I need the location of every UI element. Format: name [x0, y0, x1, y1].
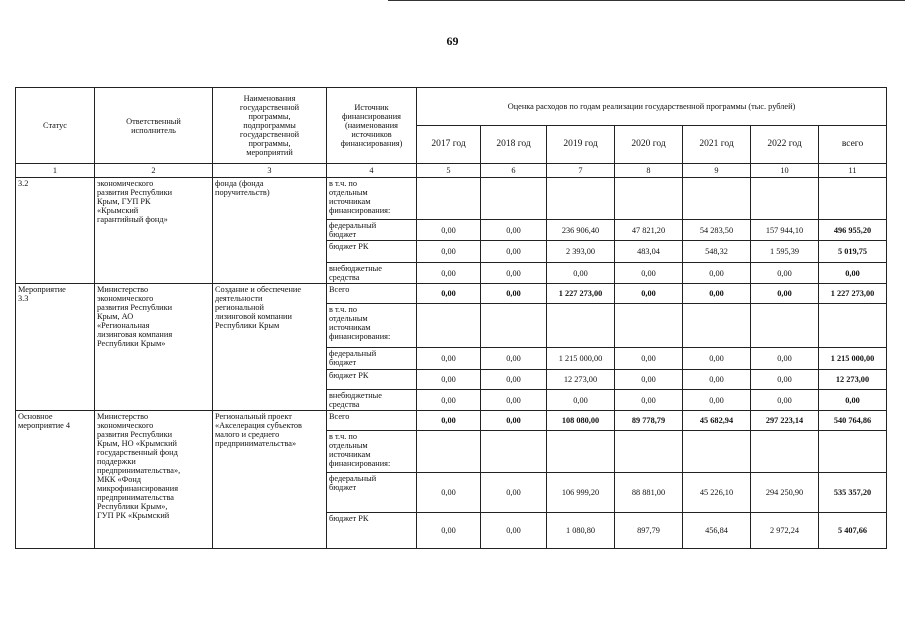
value-cell: 0,00	[417, 263, 481, 284]
value-cell: 0,00	[417, 411, 481, 431]
value-cell: 0,00	[683, 284, 751, 304]
executor-cell: Министерство экономического развития Республики Крым, АО «Региональная лизинговая компания Республики Крым»	[95, 284, 213, 411]
source-cell: внебюджетные средства	[327, 390, 417, 411]
value-cell	[615, 304, 683, 348]
column-number: 1	[16, 164, 95, 178]
value-cell: 0,00	[751, 348, 819, 370]
total-cell: 1 215 000,00	[819, 348, 887, 370]
header-year: 2018 год	[481, 126, 547, 164]
table-row	[16, 178, 887, 220]
value-cell: 0,00	[481, 370, 547, 390]
value-cell: 0,00	[615, 370, 683, 390]
table-row	[16, 411, 887, 431]
source-cell: федеральный бюджет	[327, 220, 417, 241]
value-cell: 0,00	[615, 284, 683, 304]
value-cell: 456,84	[683, 513, 751, 549]
value-cell: 2 972,24	[751, 513, 819, 549]
column-number: 2	[95, 164, 213, 178]
value-cell: 0,00	[547, 263, 615, 284]
value-cell: 0,00	[417, 513, 481, 549]
value-cell: 0,00	[481, 348, 547, 370]
program-name-cell: Создание и обеспечение деятельности региональной лизинговой компании Республики Крым	[213, 284, 327, 411]
header-executor: Ответственный исполнитель	[95, 88, 213, 164]
column-number: 4	[327, 164, 417, 178]
value-cell: 0,00	[417, 241, 481, 263]
column-number: 8	[615, 164, 683, 178]
value-cell: 47 821,20	[615, 220, 683, 241]
table-body	[16, 178, 887, 549]
total-cell: 535 357,20	[819, 473, 887, 513]
value-cell: 483,04	[615, 241, 683, 263]
value-cell	[481, 178, 547, 220]
value-cell	[481, 304, 547, 348]
program-name-cell: Региональный проект «Акселерация субъектов малого и среднего предпринимательства»	[213, 411, 327, 549]
value-cell	[481, 431, 547, 473]
header-year: 2019 год	[547, 126, 615, 164]
value-cell: 0,00	[417, 473, 481, 513]
value-cell: 297 223,14	[751, 411, 819, 431]
source-cell: Всего	[327, 284, 417, 304]
column-number: 9	[683, 164, 751, 178]
column-number: 6	[481, 164, 547, 178]
value-cell: 0,00	[481, 241, 547, 263]
column-number: 3	[213, 164, 327, 178]
value-cell: 0,00	[417, 348, 481, 370]
value-cell	[751, 304, 819, 348]
source-cell: внебюджетные средства	[327, 263, 417, 284]
value-cell: 0,00	[683, 370, 751, 390]
value-cell: 106 999,20	[547, 473, 615, 513]
value-cell	[751, 431, 819, 473]
header-status: Статус	[16, 88, 95, 164]
value-cell: 897,79	[615, 513, 683, 549]
source-cell: в т.ч. по отдельным источникам финансирования:	[327, 431, 417, 473]
value-cell	[683, 178, 751, 220]
value-cell: 2 393,00	[547, 241, 615, 263]
total-cell: 12 273,00	[819, 370, 887, 390]
table-header	[16, 88, 887, 178]
value-cell: 12 273,00	[547, 370, 615, 390]
value-cell: 0,00	[481, 284, 547, 304]
status-cell: 3.2	[16, 178, 95, 284]
value-cell: 88 881,00	[615, 473, 683, 513]
total-cell: 5 407,66	[819, 513, 887, 549]
total-cell: 0,00	[819, 263, 887, 284]
header-year: 2017 год	[417, 126, 481, 164]
value-cell: 0,00	[481, 513, 547, 549]
header-total: всего	[819, 126, 887, 164]
column-number: 5	[417, 164, 481, 178]
header-program-name: Наименования государственной программы, подпрограммы государственной программы, мероприятий	[213, 88, 327, 164]
value-cell	[547, 431, 615, 473]
header-year: 2021 год	[683, 126, 751, 164]
header-estimate: Оценка расходов по годам реализации государственной программы (тыс. рублей)	[417, 88, 887, 126]
status-cell: Мероприятие 3.3	[16, 284, 95, 411]
value-cell: 0,00	[481, 390, 547, 411]
value-cell	[683, 304, 751, 348]
value-cell: 0,00	[683, 263, 751, 284]
value-cell: 0,00	[417, 284, 481, 304]
value-cell: 0,00	[547, 390, 615, 411]
value-cell: 89 778,79	[615, 411, 683, 431]
total-cell: 5 019,75	[819, 241, 887, 263]
source-cell: Всего	[327, 411, 417, 431]
total-cell	[819, 304, 887, 348]
value-cell: 0,00	[417, 220, 481, 241]
source-cell: в т.ч. по отдельным источникам финансирования:	[327, 178, 417, 220]
value-cell: 236 906,40	[547, 220, 615, 241]
value-cell: 0,00	[481, 263, 547, 284]
value-cell	[683, 431, 751, 473]
value-cell: 0,00	[751, 370, 819, 390]
value-cell: 548,32	[683, 241, 751, 263]
column-number: 7	[547, 164, 615, 178]
page-number: 69	[446, 34, 459, 48]
total-cell: 496 955,20	[819, 220, 887, 241]
source-cell: бюджет РК	[327, 370, 417, 390]
column-number: 11	[819, 164, 887, 178]
value-cell	[547, 304, 615, 348]
value-cell: 0,00	[481, 411, 547, 431]
budget-table	[15, 87, 887, 549]
value-cell: 0,00	[751, 263, 819, 284]
value-cell: 108 080,00	[547, 411, 615, 431]
value-cell	[417, 304, 481, 348]
executor-cell: экономического развития Республики Крым, ГУП РК «Крымский гарантийный фонд»	[95, 178, 213, 284]
value-cell	[615, 431, 683, 473]
top-rule	[388, 0, 905, 1]
value-cell: 0,00	[751, 284, 819, 304]
value-cell: 45 226,10	[683, 473, 751, 513]
value-cell: 0,00	[615, 390, 683, 411]
value-cell: 45 682,94	[683, 411, 751, 431]
source-cell: бюджет РК	[327, 513, 417, 549]
value-cell: 1 595,39	[751, 241, 819, 263]
total-cell: 540 764,86	[819, 411, 887, 431]
value-cell	[547, 178, 615, 220]
source-cell: бюджет РК	[327, 241, 417, 263]
value-cell: 1 215 000,00	[547, 348, 615, 370]
source-cell: федеральный бюджет	[327, 473, 417, 513]
value-cell: 1 080,80	[547, 513, 615, 549]
value-cell: 0,00	[615, 348, 683, 370]
source-cell: в т.ч. по отдельным источникам финансирования:	[327, 304, 417, 348]
value-cell: 0,00	[751, 390, 819, 411]
value-cell	[751, 178, 819, 220]
value-cell: 54 283,50	[683, 220, 751, 241]
value-cell: 0,00	[417, 370, 481, 390]
total-cell	[819, 178, 887, 220]
value-cell: 157 944,10	[751, 220, 819, 241]
value-cell	[417, 178, 481, 220]
value-cell: 0,00	[615, 263, 683, 284]
source-cell: федеральный бюджет	[327, 348, 417, 370]
value-cell: 294 250,90	[751, 473, 819, 513]
value-cell: 0,00	[481, 220, 547, 241]
value-cell	[417, 431, 481, 473]
value-cell: 0,00	[481, 473, 547, 513]
column-number: 10	[751, 164, 819, 178]
table-row	[16, 284, 887, 304]
total-cell: 1 227 273,00	[819, 284, 887, 304]
program-name-cell: фонда (фонда поручительств)	[213, 178, 327, 284]
status-cell: Основное мероприятие 4	[16, 411, 95, 549]
total-cell	[819, 431, 887, 473]
value-cell: 0,00	[417, 390, 481, 411]
total-cell: 0,00	[819, 390, 887, 411]
header-year: 2022 год	[751, 126, 819, 164]
value-cell: 0,00	[683, 348, 751, 370]
column-number-row	[16, 164, 887, 178]
value-cell: 1 227 273,00	[547, 284, 615, 304]
header-year: 2020 год	[615, 126, 683, 164]
executor-cell: Министерство экономического развития Республики Крым, НО «Крымский государственный фонд поддержки предпринимательства», МКК «Фонд микрофинансирования предпринимательства Республики Крым», ГУП РК «Крымский	[95, 411, 213, 549]
value-cell: 0,00	[683, 390, 751, 411]
header-source: Источник финансирования (наименования источников финансирования)	[327, 88, 417, 164]
value-cell	[615, 178, 683, 220]
